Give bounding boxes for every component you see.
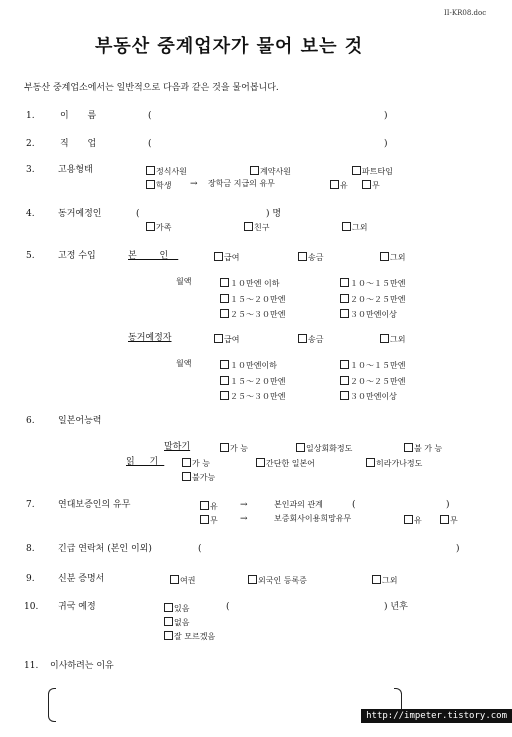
q9-option-passport[interactable]: 여권 (170, 575, 195, 585)
q4-close-paren: ) 명 (266, 209, 282, 219)
q8-close-paren: ) (456, 544, 460, 554)
q5-monthly-label: 월액 (176, 277, 192, 286)
q7-guarantor-no[interactable]: 무 (200, 515, 218, 525)
checkbox[interactable] (298, 252, 307, 261)
q7-number: 7. (26, 500, 35, 510)
q4-label: 동거예정인 (58, 209, 102, 219)
checkbox[interactable] (330, 180, 339, 189)
q9-number: 9. (26, 574, 35, 584)
q6-speak-unable[interactable]: 불 가 능 (404, 443, 442, 453)
checkbox[interactable] (214, 252, 223, 261)
q4-option-family[interactable]: 가족 (146, 222, 171, 232)
checkbox[interactable] (146, 180, 155, 189)
q7-relation-label: 본인과의 관계 (274, 500, 323, 509)
q7-open-paren: ( (352, 500, 356, 510)
checkbox[interactable] (164, 631, 173, 640)
checkbox[interactable] (362, 180, 371, 189)
checkbox[interactable] (404, 515, 413, 524)
q3-scholarship-yes[interactable]: 유 (330, 180, 348, 190)
q10-close-paren: ) 년후 (384, 602, 408, 612)
checkbox[interactable] (404, 443, 413, 452)
q3-scholarship-no[interactable]: 무 (362, 180, 380, 190)
q5-cohab-remittance[interactable]: 송금 (298, 334, 323, 344)
q5-self-other[interactable]: 그외 (380, 252, 405, 262)
q5-cohab-range-1[interactable]: １０만엔이하 (220, 360, 277, 370)
q9-option-other[interactable]: 그외 (372, 575, 397, 585)
q1-number: 1. (26, 111, 35, 121)
q4-number: 4. (26, 209, 35, 219)
checkbox[interactable] (366, 458, 375, 467)
q10-open-paren: ( (226, 602, 230, 612)
intro-text: 부동산 중계업소에서는 일반적으로 다음과 같은 것을 물어봅니다. (24, 83, 279, 93)
q11-label: 이사하려는 이유 (50, 661, 114, 671)
checkbox[interactable] (340, 360, 349, 369)
q6-label: 일본어능력 (58, 416, 102, 426)
q5-range-6[interactable]: ３０만엔이상 (340, 309, 397, 319)
checkbox[interactable] (220, 360, 229, 369)
q10-label: 귀국 예정 (58, 602, 96, 612)
q5-self-salary[interactable]: 급여 (214, 252, 239, 262)
checkbox[interactable] (340, 376, 349, 385)
q6-speak-daily[interactable]: 일상회화정도 (296, 443, 352, 453)
checkbox[interactable] (340, 309, 349, 318)
checkbox[interactable] (342, 222, 351, 231)
watermark-url: http://impeter.tistory.com (361, 709, 512, 723)
q7-arrow-icon: → (240, 500, 248, 510)
q7-label: 연대보증인의 유무 (58, 500, 131, 510)
checkbox[interactable] (250, 166, 259, 175)
q5-cohab-range-3[interactable]: １５～２０만엔 (220, 376, 285, 386)
q3-option-student[interactable]: 학생 (146, 180, 171, 190)
q2-label: 직 업 (60, 139, 105, 149)
q3-option-parttime[interactable]: 파트타임 (352, 166, 393, 176)
q5-self-label: 본 인 (128, 251, 179, 261)
q6-reading-label: 읽 기 (126, 457, 165, 467)
checkbox[interactable] (296, 443, 305, 452)
checkbox[interactable] (200, 515, 209, 524)
q9-label: 신분 증명서 (58, 574, 105, 584)
q5-number: 5. (26, 251, 35, 261)
q10-option-yes[interactable]: 있음 (164, 603, 189, 613)
checkbox[interactable] (220, 376, 229, 385)
checkbox[interactable] (352, 166, 361, 175)
q1-label: 이 름 (60, 111, 105, 121)
q8-number: 8. (26, 544, 35, 554)
q11-answer-bracket-left (48, 688, 56, 722)
checkbox[interactable] (380, 334, 389, 343)
checkbox[interactable] (248, 575, 257, 584)
q3-scholarship-label: 장학금 지급의 유무 (208, 179, 275, 188)
q10-option-no[interactable]: 없음 (164, 617, 189, 627)
q7-close-paren: ) (446, 500, 450, 510)
checkbox[interactable] (340, 391, 349, 400)
q3-option-regular[interactable]: 정식사원 (146, 166, 187, 176)
q3-label: 고용형태 (58, 165, 93, 175)
q4-option-friend[interactable]: 친구 (244, 222, 269, 232)
q5-cohab-salary[interactable]: 급여 (214, 334, 239, 344)
checkbox[interactable] (214, 334, 223, 343)
checkbox[interactable] (164, 603, 173, 612)
q5-range-3[interactable]: １５～２０만엔 (220, 294, 285, 304)
q6-speak-able[interactable]: 가 능 (220, 443, 248, 453)
checkbox[interactable] (256, 458, 265, 467)
q7-guarantor-yes[interactable]: 유 (200, 501, 218, 511)
checkbox[interactable] (200, 501, 209, 510)
checkbox[interactable] (220, 278, 229, 287)
q5-cohab-range-2[interactable]: １０～１５만엔 (340, 360, 405, 370)
checkbox[interactable] (340, 294, 349, 303)
q5-monthly-label-2: 월액 (176, 359, 192, 368)
checkbox[interactable] (220, 391, 229, 400)
q4-option-other[interactable]: 그외 (342, 222, 367, 232)
q1-close-paren: ) (384, 111, 388, 121)
q6-speaking-label: 말하기 (164, 442, 191, 452)
q10-number: 10. (24, 602, 39, 612)
q6-number: 6. (26, 416, 35, 426)
q6-read-able[interactable]: 가 능 (182, 458, 210, 468)
q5-cohabitant-label: 동거예정자 (128, 333, 172, 343)
q7-company-label: 보증회사이용희망유무 (274, 514, 352, 523)
checkbox[interactable] (380, 252, 389, 261)
q5-cohab-other[interactable]: 그외 (380, 334, 405, 344)
checkbox[interactable] (164, 617, 173, 626)
checkbox[interactable] (146, 222, 155, 231)
q5-range-4[interactable]: ２０～２５만엔 (340, 294, 405, 304)
page-title: 부동산 중계업자가 물어 보는 것 (95, 36, 364, 57)
q5-range-1[interactable]: １０만엔 이하 (220, 278, 279, 288)
q6-read-unable[interactable]: 불가능 (182, 472, 215, 482)
q5-cohab-range-6[interactable]: ３０만엔이상 (340, 391, 397, 401)
checkbox[interactable] (220, 294, 229, 303)
q6-read-hiragana[interactable]: 히라가나정도 (366, 458, 422, 468)
q7-company-no[interactable]: 무 (440, 515, 458, 525)
checkbox[interactable] (372, 575, 381, 584)
q5-cohab-range-4[interactable]: ２０～２５만엔 (340, 376, 405, 386)
doc-id: II-KR08.doc (444, 9, 487, 17)
q8-label: 긴급 연락처 (본인 이외) (58, 544, 152, 554)
checkbox[interactable] (146, 166, 155, 175)
q11-number: 11. (24, 661, 39, 671)
q5-self-remittance[interactable]: 송금 (298, 252, 323, 262)
q5-label: 고정 수입 (58, 251, 96, 261)
q10-option-unsure[interactable]: 잘 모르겠음 (164, 631, 215, 641)
checkbox[interactable] (220, 443, 229, 452)
checkbox[interactable] (182, 458, 191, 467)
q3-arrow-icon: → (190, 179, 198, 189)
q7-arrow-icon-2: → (240, 514, 248, 524)
checkbox[interactable] (182, 472, 191, 481)
q2-number: 2. (26, 139, 35, 149)
q5-cohab-range-5[interactable]: ２５～３０만엔 (220, 391, 285, 401)
q2-open-paren: ( (148, 139, 152, 149)
q3-number: 3. (26, 165, 35, 175)
q9-option-alien-card[interactable]: 외국인 등록증 (248, 575, 307, 585)
q6-read-simple[interactable]: 간단한 일본어 (256, 458, 315, 468)
checkbox[interactable] (170, 575, 179, 584)
q8-open-paren: ( (198, 544, 202, 554)
checkbox[interactable] (244, 222, 253, 231)
q5-range-5[interactable]: ２５～３０만엔 (220, 309, 285, 319)
q3-option-contract[interactable]: 계약사원 (250, 166, 291, 176)
checkbox[interactable] (220, 309, 229, 318)
checkbox[interactable] (298, 334, 307, 343)
q1-open-paren: ( (148, 111, 152, 121)
checkbox[interactable] (340, 278, 349, 287)
q5-range-2[interactable]: １０～１５만엔 (340, 278, 405, 288)
checkbox[interactable] (440, 515, 449, 524)
q2-close-paren: ) (384, 139, 388, 149)
q4-open-paren: ( (136, 209, 140, 219)
q7-company-yes[interactable]: 유 (404, 515, 422, 525)
